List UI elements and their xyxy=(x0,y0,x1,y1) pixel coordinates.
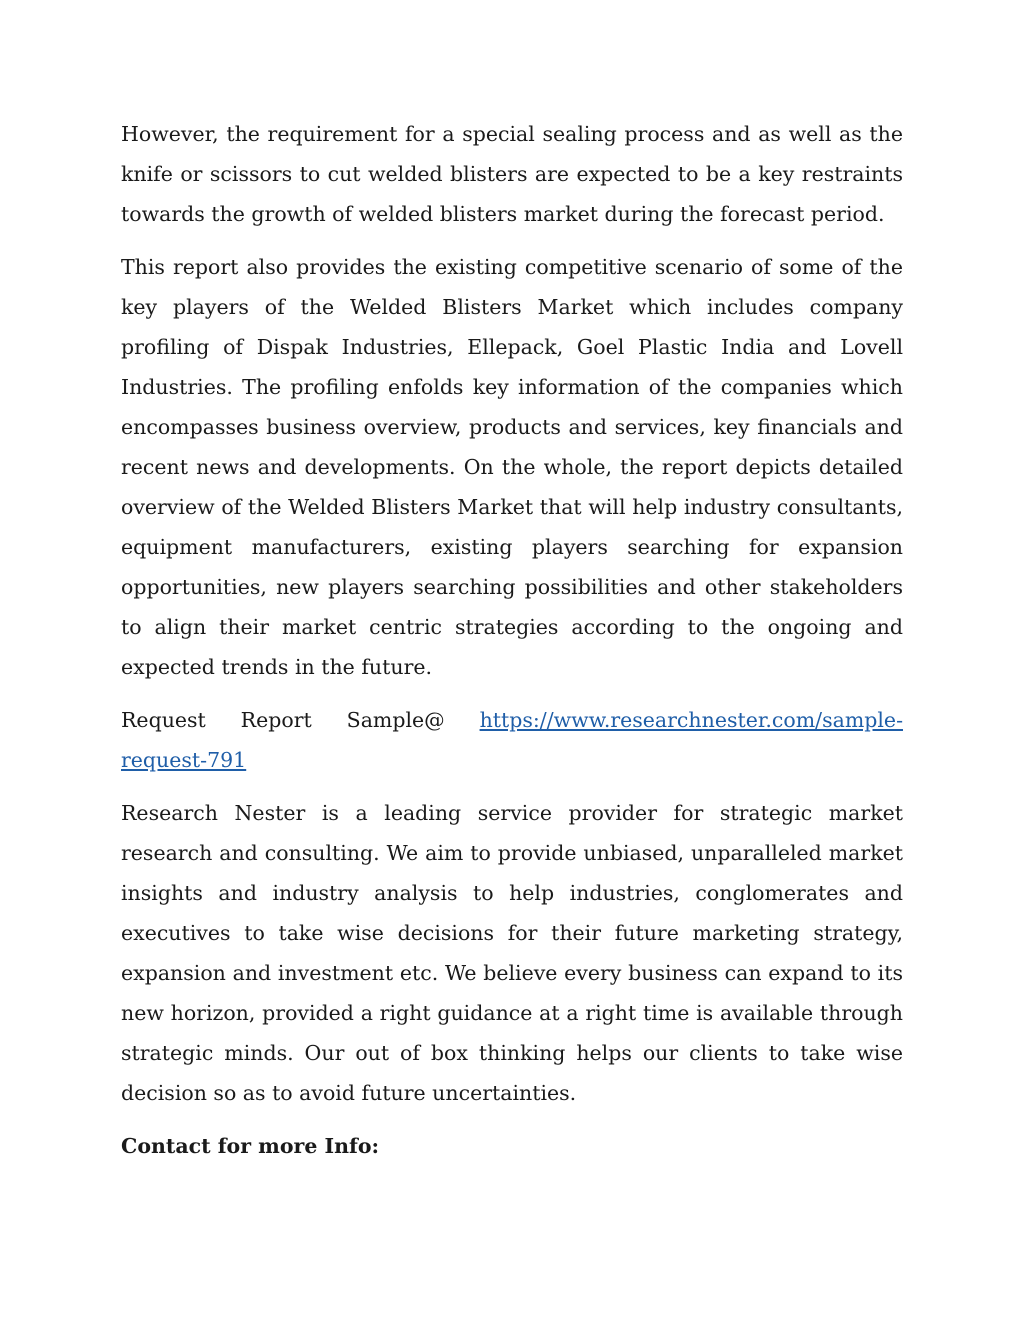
sample-request-link[interactable]: https://www.researchnester.com/sample-request-791 xyxy=(121,708,903,772)
paragraph-competitive-scenario: This report also provides the existing competitive scenario of some of the key players of the Welded Blisters Market which includes company profiling of Dispak Industries, Ellepack, Goel Plastic India and Lovell Industries. The profiling enfolds key information of the companies which encompasses business overview, products and services, key financials and recent news and developments. On the whole, the report depicts detailed overview of the Welded Blisters Market that will help industry consultants, equipment manufacturers, existing players searching for expansion opportunities, new players searching possibilities and other stakeholders to align their market centric strategies according to the ongoing and expected trends in the future. xyxy=(121,255,903,679)
paragraph-about-research-nester: Research Nester is a leading service provider for strategic market research and consulting. We aim to provide unbiased, unparalleled market insights and industry analysis to help industries, conglomerates and executives to take wise decisions for their future marketing strategy, expansion and investment etc. We believe every business can expand to its new horizon, provided a right guidance at a right time is available through strategic minds. Our out of box thinking helps our clients to take wise decision so as to avoid future uncertainties. xyxy=(121,801,903,1105)
document-page xyxy=(121,114,903,1166)
request-sample-label: Request Report Sample@ xyxy=(121,708,480,732)
contact-heading: Contact for more Info: xyxy=(121,1134,380,1158)
request-sample-line xyxy=(121,700,903,780)
paragraph-restraints: However, the requirement for a special sealing process and as well as the knife or scissors to cut welded blisters are expected to be a key restraints towards the growth of welded blisters market during the forecast period. xyxy=(121,122,903,226)
